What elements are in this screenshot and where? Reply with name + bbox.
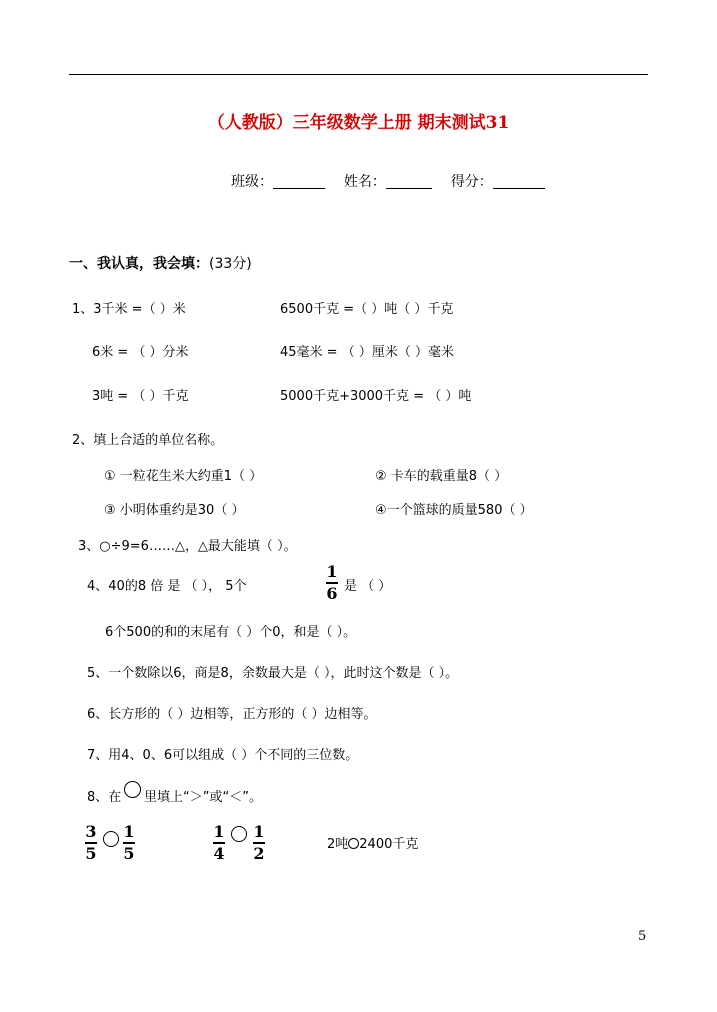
q3: 3、○÷9=6……△，△最大能填（ ）。 xyxy=(78,539,297,554)
page-number: 5 xyxy=(638,929,647,944)
score-blank[interactable] xyxy=(493,174,545,189)
q1-d: 45毫米 = （ ）厘米（ ）毫米 xyxy=(280,345,454,360)
q1-b: 6500千克 =（ ）吨（ ）千克 xyxy=(280,302,454,317)
q4-b: 6个500的和的末尾有（ ）个0，和是（ ）。 xyxy=(105,625,357,640)
q8-fraction-2: 1 5 xyxy=(123,822,135,863)
class-label: 班级： xyxy=(231,174,273,190)
name-label: 姓名： xyxy=(343,174,386,190)
compare-circle-icon xyxy=(124,781,141,798)
q1-e: 3吨 = （ ）千克 xyxy=(92,389,189,404)
score-label: 得分： xyxy=(450,174,493,190)
q8-stem-a: 8、在 xyxy=(87,790,122,805)
q8-fraction-4: 1 2 xyxy=(253,822,265,863)
info-line xyxy=(231,171,545,191)
q1-c: 6米 = （ ）分米 xyxy=(92,345,189,360)
compare-circle-3[interactable] xyxy=(348,838,359,849)
q4-a: 4、40的8 倍 是 （ ）， 5个 xyxy=(87,579,247,594)
q2-stem: 2、填上合适的单位名称。 xyxy=(72,433,224,448)
page-title: （人教版）三年级数学上册 期末测试31 xyxy=(207,113,510,133)
header-rule xyxy=(69,74,648,75)
q2-item-3: ③ 小明体重约是30（ ） xyxy=(104,503,245,518)
q7: 7、用4、0、6可以组成（ ）个不同的三位数。 xyxy=(87,748,359,763)
q1-a: 1、3千米 =（ ）米 xyxy=(72,302,186,317)
q5: 5、一个数除以6，商是8，余数最大是（ ），此时这个数是（ ）。 xyxy=(87,666,459,681)
compare-circle-1[interactable] xyxy=(103,831,119,847)
class-blank[interactable] xyxy=(273,174,325,189)
name-blank[interactable] xyxy=(386,174,432,189)
q2-item-1: ① 一粒花生米大约重1（ ） xyxy=(104,469,263,484)
q4-a-tail: 是 （ ） xyxy=(344,579,392,594)
q8-compare-3: 2吨 2400千克 xyxy=(327,837,419,852)
compare-circle-2[interactable] xyxy=(231,826,247,842)
q8-fraction-1: 3 5 xyxy=(85,822,97,863)
q8-fraction-3: 1 4 xyxy=(213,822,225,863)
q2-item-2: ② 卡车的载重量8（ ） xyxy=(375,469,508,484)
section-1-heading: 一、我认真，我会填：(33分) xyxy=(69,256,252,272)
q1-f: 5000千克+3000千克 = （ ）吨 xyxy=(280,389,472,404)
q2-item-4: ④一个篮球的质量580（ ） xyxy=(375,503,533,518)
q6: 6、长方形的（ ）边相等，正方形的（ ）边相等。 xyxy=(87,707,377,722)
q8-stem-b: 里填上“＞”或“＜”。 xyxy=(144,790,262,805)
q4-fraction: 1 6 xyxy=(326,562,338,603)
